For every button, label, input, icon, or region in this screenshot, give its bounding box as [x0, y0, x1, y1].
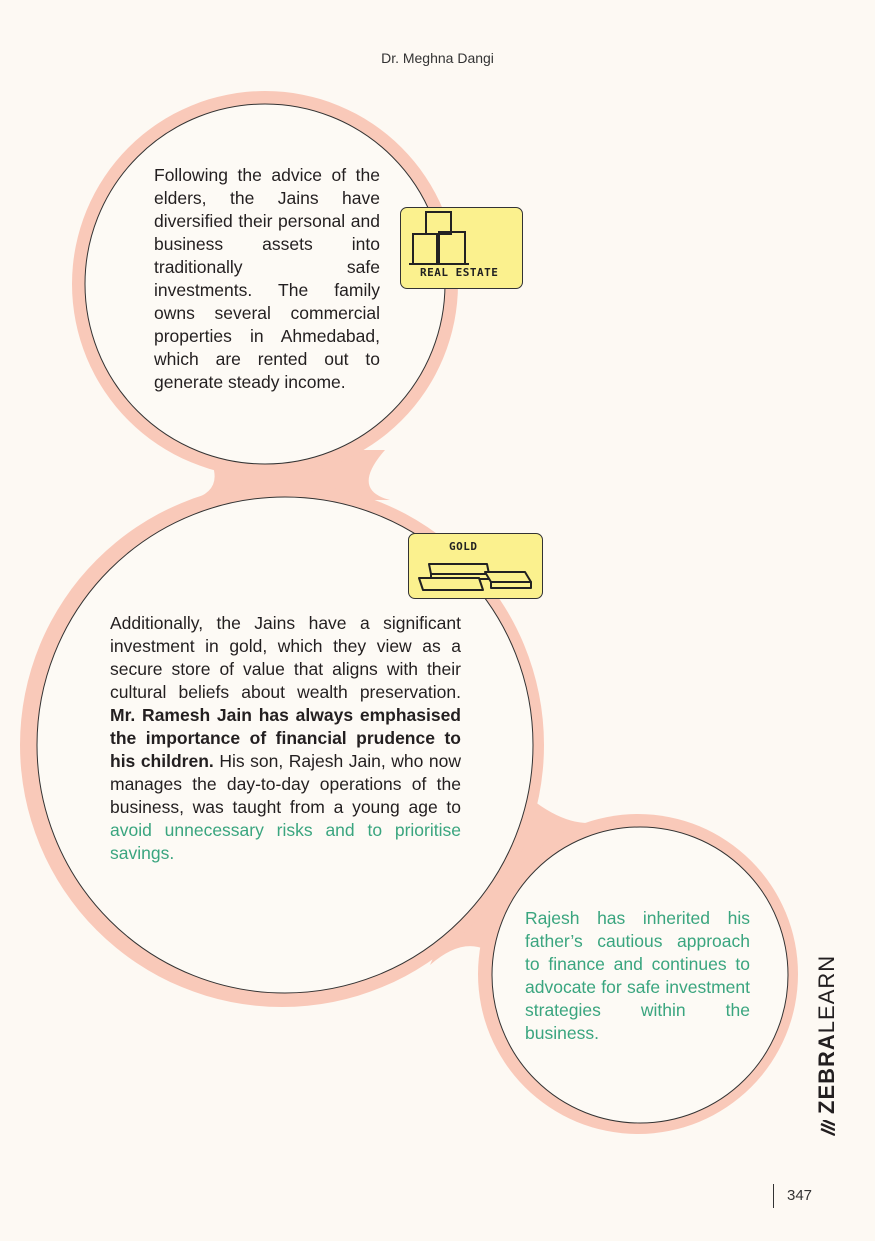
- page-number: 347: [787, 1187, 813, 1204]
- page-number-divider: [773, 1184, 774, 1208]
- rajesh-paragraph-plain: His son, Rajesh Jain, who now manages the day-to-day operations of the business, was taught from a young age to: [110, 751, 462, 817]
- gold-paragraph-plain: Additionally, the Jains have a significant investment in gold, which they view as a secure store of value that aligns with their cultural beliefs about wealth preservation.: [110, 613, 461, 702]
- prudence-statement: Mr. Ramesh Jain has always emphasised the importance of financial prudence to his children.: [110, 705, 461, 771]
- brand-bold: ZEBRA: [814, 1033, 839, 1114]
- bubble-top-text: Following the advice of the elders, the Jains have diversified their personal and business assets into traditionally safe investments. The family owns several commercial properties in Ahmedabad, which are rented out to generate steady income.: [154, 165, 380, 392]
- zebralearn-logo: [814, 955, 840, 1136]
- brand-light: LEARN: [814, 954, 839, 1034]
- gold-sticker: [408, 533, 543, 599]
- bubble-middle-text: [110, 612, 461, 865]
- real-estate-label: REAL ESTATE: [420, 266, 499, 279]
- real-estate-sticker: [400, 207, 523, 289]
- zebra-stripes-icon: [819, 1120, 835, 1136]
- bubble-bottom-text: Rajesh has inherited his father’s cautious approach to finance and continues to advocate for safe investment strategies within the business.: [525, 908, 750, 1043]
- gold-label: GOLD: [449, 540, 478, 553]
- author-header: Dr. Meghna Dangi: [381, 50, 494, 66]
- gold-bars-icon: [409, 534, 542, 598]
- savings-highlight: avoid unnecessary risks and to prioritise savings.: [110, 820, 461, 863]
